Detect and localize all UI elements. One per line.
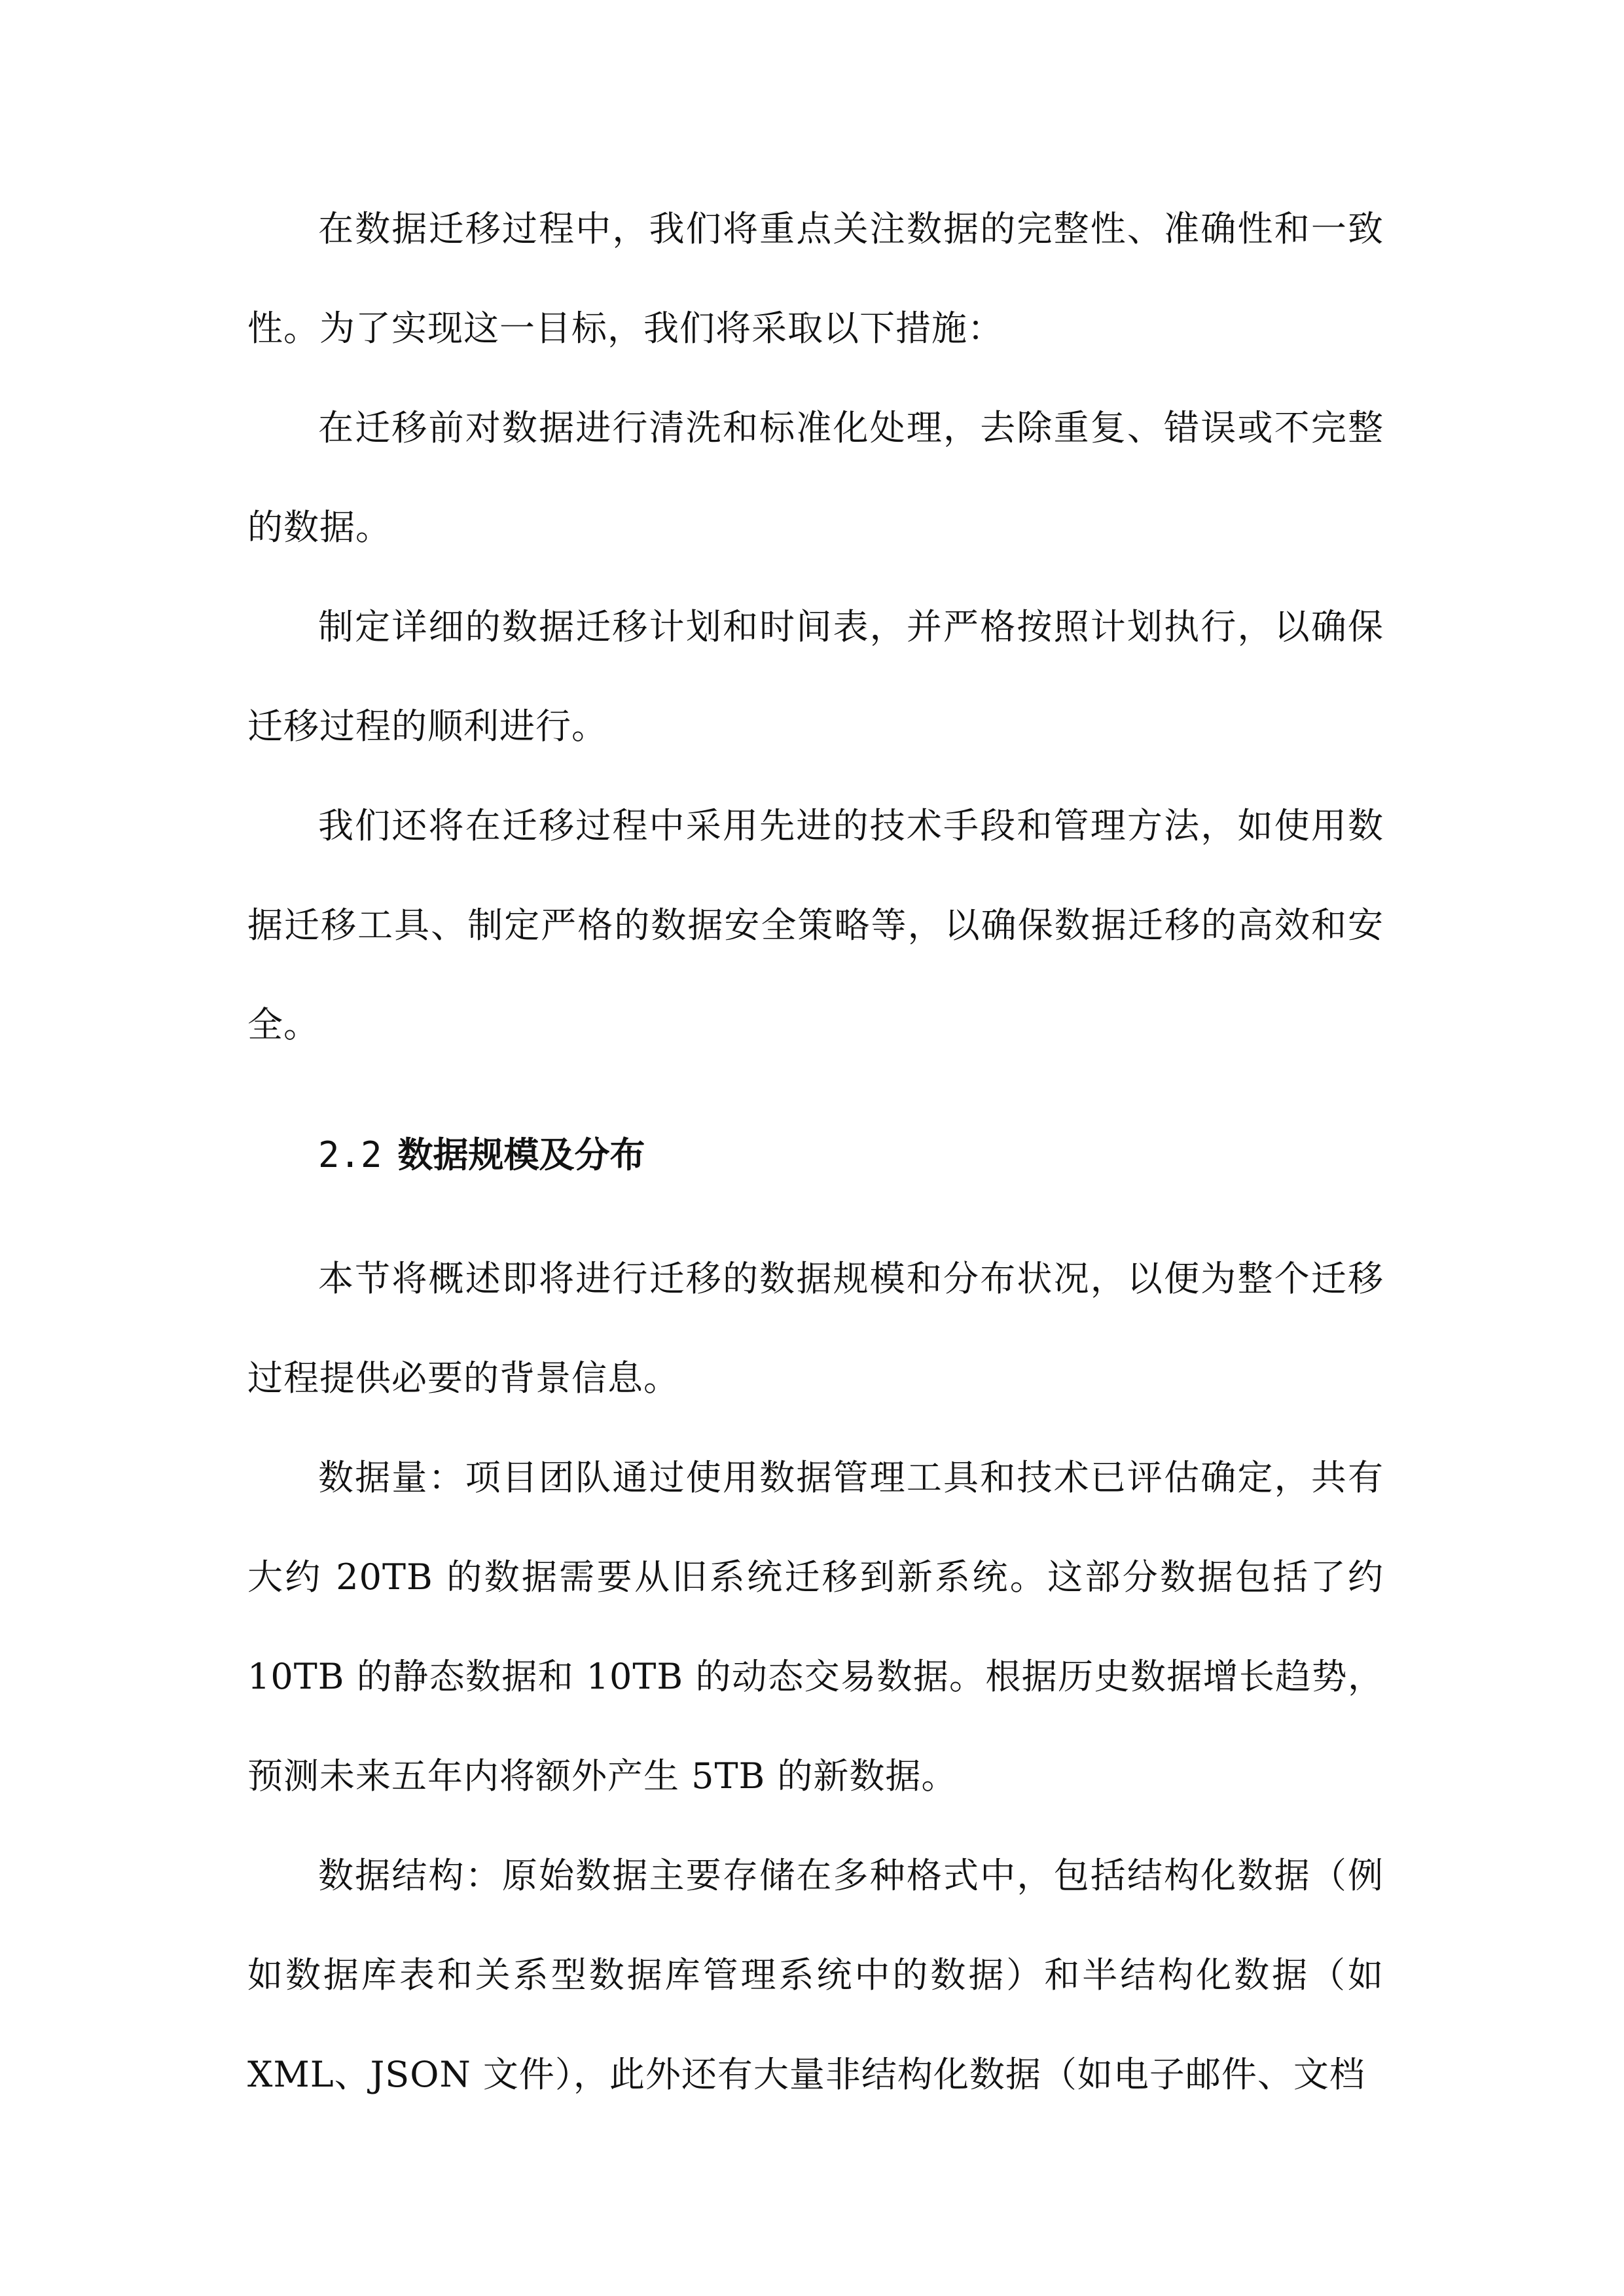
- paragraph-data-cleansing: 在迁移前对数据进行清洗和标准化处理，去除重复、错误或不完整的数据。: [247, 407, 1384, 548]
- paragraph-section-overview: 本节将概述即将进行迁移的数据规模和分布状况，以便为整个迁移过程提供必要的背景信息。: [247, 1258, 1384, 1399]
- section-number: 2.2: [318, 1134, 382, 1175]
- paragraph-migration-plan: 制定详细的数据迁移计划和时间表，并严格按照计划执行，以确保迁移过程的顺利进行。: [247, 606, 1384, 747]
- section-title: 数据规模及分布: [397, 1134, 645, 1175]
- paragraph-data-structure: 数据结构：原始数据主要存储在多种格式中，包括结构化数据（例如数据库表和关系型数据库管理系统中的数据）和半结构化数据（如 XML、JSON 文件），此外还有大量非结构化数据（如电子邮件、文档: [247, 1855, 1384, 2095]
- paragraph-integrity-intro: 在数据迁移过程中，我们将重点关注数据的完整性、准确性和一致性。为了实现这一目标，我们将采取以下措施：: [247, 208, 1384, 349]
- section-heading: [318, 1129, 645, 1181]
- paragraph-advanced-methods: 我们还将在迁移过程中采用先进的技术手段和管理方法，如使用数据迁移工具、制定严格的数据安全策略等，以确保数据迁移的高效和安全。: [247, 805, 1384, 1045]
- paragraph-data-volume: 数据量：项目团队通过使用数据管理工具和技术已评估确定，共有大约 20TB 的数据需要从旧系统迁移到新系统。这部分数据包括了约 10TB 的静态数据和 10TB 的动态交易数据。根据历史数据增长趋势，预测未来五年内将额外产生 5TB 的新数据。: [247, 1457, 1384, 1797]
